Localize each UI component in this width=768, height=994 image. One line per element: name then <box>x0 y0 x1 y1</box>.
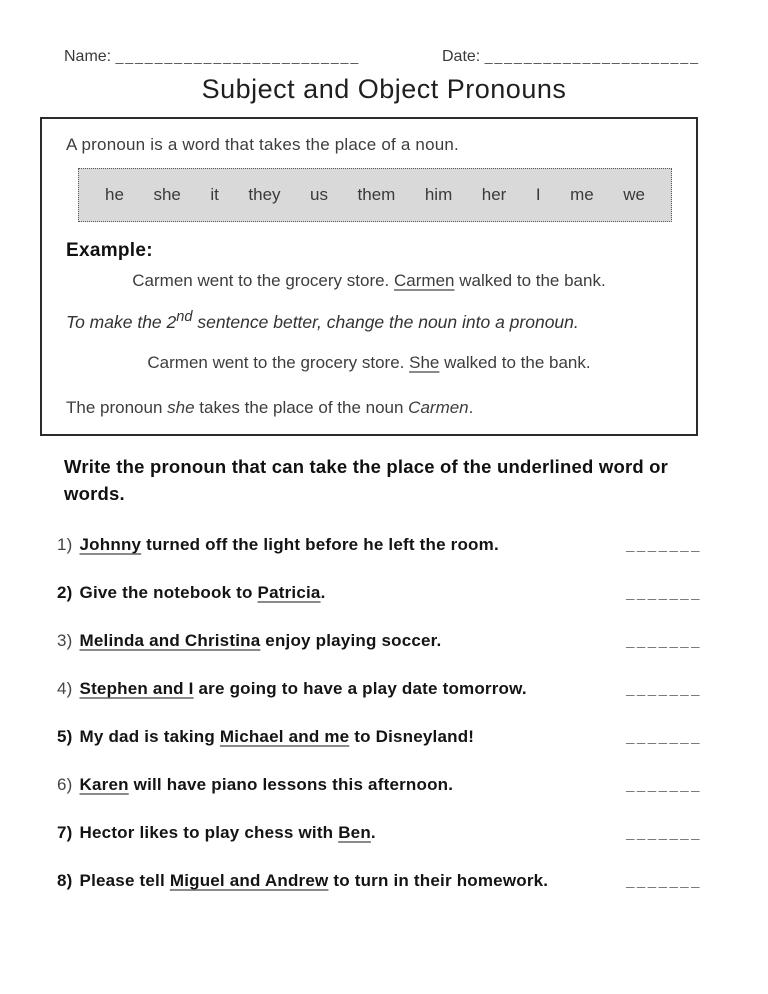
pronoun-info-box <box>40 117 698 436</box>
note-post: sentence better, change the noun into a pronoun. <box>192 311 579 332</box>
question-number: 8) <box>57 871 73 891</box>
question-post: . <box>370 823 376 843</box>
example1-post: walked to the bank. <box>454 271 606 290</box>
question-underlined: Karen <box>79 775 129 795</box>
question-row-3 <box>57 631 702 651</box>
pronoun-word: he <box>105 185 124 204</box>
question-underlined: Stephen and I <box>79 679 194 699</box>
pronoun-word: it <box>210 185 219 204</box>
pronoun-word-bank <box>78 168 672 222</box>
question-post: turned off the light before he left the room. <box>141 535 499 555</box>
answer-blank: _______ <box>626 777 702 795</box>
answer-blank: _______ <box>626 825 702 843</box>
summary-pronoun: she <box>167 397 195 417</box>
example2-underlined: She <box>409 352 440 372</box>
example-note <box>66 309 672 333</box>
pronoun-word: him <box>424 185 453 204</box>
question-post: enjoy playing soccer. <box>260 631 442 651</box>
answer-blank: _______ <box>626 729 702 747</box>
summary-pre: The pronoun <box>66 397 168 417</box>
question-pre: Give the notebook to <box>79 583 258 603</box>
header-row <box>64 48 700 66</box>
note-pre: To make the 2 <box>66 311 177 332</box>
question-row-6 <box>57 775 702 795</box>
question-text <box>80 535 618 555</box>
example1-pre: Carmen went to the grocery store. <box>132 271 395 290</box>
question-underlined: Johnny <box>79 535 142 555</box>
name-label: Name: <box>64 48 112 65</box>
question-number: 7) <box>57 823 73 843</box>
question-pre: My dad is taking <box>79 727 220 747</box>
question-post: to Disneyland! <box>349 727 475 747</box>
question-underlined: Ben <box>338 823 371 843</box>
question-post: to turn in their homework. <box>328 871 549 891</box>
question-text <box>80 823 618 843</box>
name-field <box>64 48 360 66</box>
name-blank-line: _________________________ <box>115 48 361 64</box>
question-number: 1) <box>57 535 73 555</box>
question-number: 3) <box>57 631 73 651</box>
date-label: Date: <box>442 48 481 65</box>
question-pre: Hector likes to play chess with <box>79 823 339 843</box>
question-text <box>80 775 618 795</box>
pronoun-word: us <box>310 185 329 204</box>
example1-underlined: Carmen <box>394 271 455 290</box>
question-text <box>80 727 618 747</box>
question-text <box>80 871 618 891</box>
question-list <box>57 535 702 891</box>
pronoun-word: I <box>535 185 541 204</box>
summary-post: . <box>468 397 474 417</box>
question-number: 2) <box>57 583 73 603</box>
example-summary <box>66 398 672 418</box>
question-underlined: Patricia <box>257 583 321 603</box>
question-number: 4) <box>57 679 73 699</box>
question-text <box>80 583 618 603</box>
date-blank-line: ______________________ <box>484 48 700 64</box>
question-text <box>80 679 618 699</box>
question-number: 5) <box>57 727 73 747</box>
question-pre: Please tell <box>79 871 170 891</box>
question-number: 6) <box>57 775 73 795</box>
question-post: . <box>320 583 326 603</box>
question-row-8 <box>57 871 702 891</box>
summary-noun: Carmen <box>408 397 469 417</box>
summary-mid: takes the place of the noun <box>194 397 409 417</box>
pronoun-word: me <box>570 185 594 204</box>
answer-blank: _______ <box>626 537 702 555</box>
answer-blank: _______ <box>626 873 702 891</box>
answer-blank: _______ <box>626 585 702 603</box>
date-field <box>442 48 700 66</box>
pronoun-word: she <box>153 185 181 204</box>
answer-blank: _______ <box>626 681 702 699</box>
question-row-7 <box>57 823 702 843</box>
question-row-2 <box>57 583 702 603</box>
pronoun-word: them <box>357 185 396 204</box>
question-row-5 <box>57 727 702 747</box>
note-superscript: nd <box>176 309 193 325</box>
example2-pre: Carmen went to the grocery store. <box>147 352 410 372</box>
question-text <box>80 631 618 651</box>
question-row-1 <box>57 535 702 555</box>
pronoun-word: they <box>248 185 281 204</box>
question-post: will have piano lessons this afternoon. <box>128 775 454 795</box>
question-underlined: Melinda and Christina <box>79 631 261 651</box>
example-sentence-2 <box>66 353 672 373</box>
answer-blank: _______ <box>626 633 702 651</box>
pronoun-definition: A pronoun is a word that takes the place of a noun. <box>66 135 459 154</box>
question-row-4 <box>57 679 702 699</box>
pronoun-word: we <box>623 185 645 204</box>
question-underlined: Miguel and Andrew <box>169 871 329 891</box>
question-post: are going to have a play date tomorrow. <box>193 679 527 699</box>
example-sentence-1 <box>66 271 672 291</box>
example2-post: walked to the bank. <box>439 352 591 372</box>
worksheet-instructions: Write the pronoun that can take the place of the underlined word or words. <box>64 455 669 504</box>
pronoun-word: her <box>481 185 507 204</box>
example-label: Example: <box>66 240 153 261</box>
question-underlined: Michael and me <box>219 727 350 747</box>
page-title: Subject and Object Pronouns <box>201 74 567 104</box>
